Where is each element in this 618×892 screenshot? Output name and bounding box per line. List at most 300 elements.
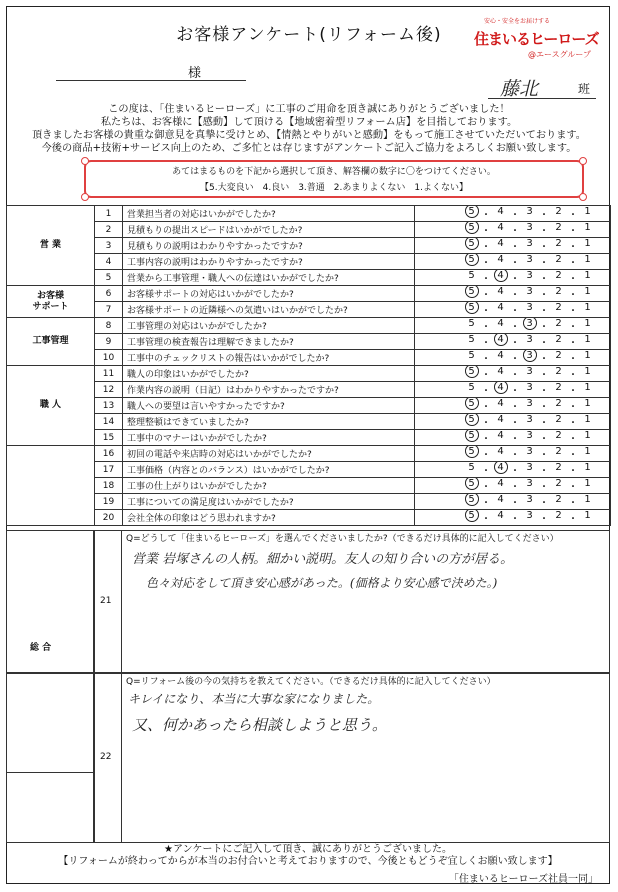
question-text: 見積もりの説明はわかりやすかったですか? xyxy=(123,238,415,254)
rating-separator: ・ xyxy=(481,498,491,509)
rating-option[interactable]: 2 xyxy=(555,478,562,489)
logo-sub: @エースグループ xyxy=(528,50,591,59)
rating-separator: ・ xyxy=(510,306,520,317)
question-text: 会社全体の印象はどう思われますか? xyxy=(123,510,415,526)
rating-separator: ・ xyxy=(510,274,520,285)
rating-cell xyxy=(415,334,611,350)
rating-cell xyxy=(415,430,611,446)
rating-option[interactable]: 5 xyxy=(468,318,475,329)
rating-cell xyxy=(415,350,611,366)
rating-option-selected[interactable]: 5 xyxy=(463,414,480,429)
rating-option[interactable]: 3 xyxy=(526,462,533,473)
rating-option[interactable]: 4 xyxy=(497,238,504,249)
rating-option-selected[interactable]: 5 xyxy=(463,398,480,413)
rating-option[interactable]: 1 xyxy=(584,238,591,249)
question-number: 10 xyxy=(95,350,123,366)
rating-option[interactable]: 3 xyxy=(526,334,533,345)
rating-option[interactable]: 4 xyxy=(497,446,504,457)
question-prompt: Q=リフォーム後の今の気持ちを教えてください。（できるだけ具体的に記入してください） xyxy=(126,677,496,687)
rating-separator: ・ xyxy=(481,514,491,525)
rating-option-selected[interactable]: 5 xyxy=(463,238,480,253)
table-row xyxy=(7,334,611,350)
table-row xyxy=(7,270,611,286)
rating-option[interactable]: 2 xyxy=(555,254,562,265)
rating-separator: ・ xyxy=(539,418,549,429)
rating-cell xyxy=(415,446,611,462)
question-text: 見積もりの提出スピードはいかがでしたか? xyxy=(123,222,415,238)
rating-option[interactable]: 3 xyxy=(526,206,533,217)
rating-option-selected[interactable]: 5 xyxy=(463,446,480,461)
intro-line: 頂きましたお客様の貴重な御意見を真摯に受けとめ、【情熱とやりがいと感動】をもって施工させていただいております。 xyxy=(32,130,586,141)
question-text: 工事価格（内容とのバランス）はいかがでしたか? xyxy=(123,462,415,478)
question-text: お客様サポートの近隣様への気遣いはいかがでしたか? xyxy=(123,302,415,318)
rating-option[interactable]: 2 xyxy=(555,222,562,233)
rating-option[interactable]: 4 xyxy=(497,494,504,505)
question-prompt: Q=どうして「住まいるヒーローズ」を選んでくださいましたか?（できるだけ具体的に記入してください） xyxy=(126,534,559,544)
rating-option[interactable]: 3 xyxy=(526,494,533,505)
category-label: 総 合 xyxy=(30,643,52,653)
rating-separator: ・ xyxy=(481,482,491,493)
rating-option[interactable]: 2 xyxy=(555,286,562,297)
logo-name: 住まいるヒーローズ xyxy=(474,30,599,48)
rating-separator: ・ xyxy=(510,210,520,221)
rating-option[interactable]: 1 xyxy=(584,302,591,313)
rating-cell xyxy=(415,366,611,382)
table-row xyxy=(7,510,611,526)
rating-separator: ・ xyxy=(539,402,549,413)
rating-option[interactable]: 1 xyxy=(584,222,591,233)
corner-dot xyxy=(81,157,89,165)
rating-separator: ・ xyxy=(510,370,520,381)
rating-separator: ・ xyxy=(510,226,520,237)
rating-separator: ・ xyxy=(539,354,549,365)
rating-separator: ・ xyxy=(568,210,578,221)
rating-separator: ・ xyxy=(539,306,549,317)
rating-option[interactable]: 1 xyxy=(584,382,591,393)
rating-separator: ・ xyxy=(539,274,549,285)
rating-option[interactable]: 2 xyxy=(555,318,562,329)
question-text: 工事管理の検査報告は理解できましたか? xyxy=(123,334,415,350)
team-signature: 藤北 xyxy=(500,78,539,100)
rating-separator: ・ xyxy=(510,450,520,461)
table-row xyxy=(7,462,611,478)
intro-line: 私たちは、お客様に【感動】して頂ける【地域密着型リフォーム店】を目指しております。 xyxy=(100,117,518,128)
intro-line: この度は、「住まいるヒーローズ」に工事のご用命を頂き誠にありがとうございました！ xyxy=(108,104,510,115)
team-line xyxy=(488,98,596,99)
category-cell: お客様 サポート xyxy=(7,286,95,318)
rating-separator: ・ xyxy=(481,210,491,221)
rating-option[interactable]: 4 xyxy=(497,302,504,313)
question-number: 6 xyxy=(95,286,123,302)
rating-separator: ・ xyxy=(481,370,491,381)
rating-cell xyxy=(415,206,611,222)
table-row xyxy=(7,350,611,366)
rating-option[interactable]: 3 xyxy=(526,286,533,297)
question-text: 工事の仕上がりはいかがでしたか? xyxy=(123,478,415,494)
rating-cell xyxy=(415,462,611,478)
rating-option-selected[interactable]: 5 xyxy=(463,254,480,269)
rating-option[interactable]: 1 xyxy=(584,446,591,457)
team-label: 班 xyxy=(578,82,591,96)
table-row xyxy=(7,318,611,334)
rating-separator: ・ xyxy=(481,434,491,445)
rating-option[interactable]: 1 xyxy=(584,462,591,473)
rating-option[interactable]: 4 xyxy=(497,366,504,377)
rating-separator: ・ xyxy=(539,434,549,445)
rating-separator: ・ xyxy=(481,322,491,333)
table-row xyxy=(7,446,611,462)
rating-option[interactable]: 4 xyxy=(497,318,504,329)
rating-option[interactable]: 1 xyxy=(584,334,591,345)
rating-separator: ・ xyxy=(481,402,491,413)
rating-option[interactable]: 3 xyxy=(526,382,533,393)
rating-separator: ・ xyxy=(568,354,578,365)
table-row xyxy=(7,254,611,270)
table-row xyxy=(7,398,611,414)
rating-option[interactable]: 4 xyxy=(497,350,504,361)
rating-cell xyxy=(415,494,611,510)
rating-separator: ・ xyxy=(510,290,520,301)
rating-option[interactable]: 4 xyxy=(497,430,504,441)
rating-option-selected[interactable]: 4 xyxy=(492,334,509,349)
rating-option-selected[interactable]: 5 xyxy=(463,366,480,381)
rating-separator: ・ xyxy=(568,274,578,285)
table-row xyxy=(7,302,611,318)
rating-separator: ・ xyxy=(539,498,549,509)
table-row xyxy=(7,478,611,494)
question-number: 3 xyxy=(95,238,123,254)
rating-separator: ・ xyxy=(568,370,578,381)
rating-option-selected[interactable]: 5 xyxy=(463,494,480,509)
question-text: 整理整頓はできていましたか? xyxy=(123,414,415,430)
rating-option[interactable]: 3 xyxy=(526,222,533,233)
question-number: 7 xyxy=(95,302,123,318)
rating-option[interactable]: 2 xyxy=(555,270,562,281)
corner-dot xyxy=(81,193,89,201)
rating-option[interactable]: 5 xyxy=(468,462,475,473)
rating-option-selected[interactable]: 5 xyxy=(463,478,480,493)
customer-honorific: 様 xyxy=(188,66,202,81)
rating-option[interactable]: 2 xyxy=(555,414,562,425)
rating-separator: ・ xyxy=(539,242,549,253)
rating-separator: ・ xyxy=(510,258,520,269)
rating-option[interactable]: 1 xyxy=(584,366,591,377)
rating-option[interactable]: 3 xyxy=(526,430,533,441)
question-text: 工事内容の説明はわかりやすかったですか? xyxy=(123,254,415,270)
rating-option[interactable]: 1 xyxy=(584,206,591,217)
rating-option[interactable]: 3 xyxy=(526,254,533,265)
rating-option-selected[interactable]: 5 xyxy=(463,430,480,445)
question-number: 21 xyxy=(100,596,112,606)
rating-separator: ・ xyxy=(481,354,491,365)
rating-option[interactable]: 5 xyxy=(468,334,475,345)
question-text: 職人の印象はいかがでしたか? xyxy=(123,366,415,382)
table-row xyxy=(7,206,611,222)
rating-separator: ・ xyxy=(481,418,491,429)
rating-separator: ・ xyxy=(539,322,549,333)
rating-separator: ・ xyxy=(568,466,578,477)
handwritten-answer: 色々対応をして頂き安心感があった。(価格より安心感で決めた。) xyxy=(146,576,498,590)
rating-separator: ・ xyxy=(539,466,549,477)
rating-option[interactable]: 1 xyxy=(584,318,591,329)
rating-option[interactable]: 2 xyxy=(555,494,562,505)
rating-separator: ・ xyxy=(481,258,491,269)
rating-option-selected[interactable]: 5 xyxy=(463,510,480,525)
rating-option-selected[interactable]: 5 xyxy=(463,206,480,221)
rating-option[interactable]: 3 xyxy=(526,366,533,377)
rating-option-selected[interactable]: 3 xyxy=(521,350,538,365)
question-number: 16 xyxy=(95,446,123,462)
question-text: 初回の電話や来店時の対応はいかがでしたか? xyxy=(123,446,415,462)
table-row xyxy=(7,286,611,302)
rating-separator: ・ xyxy=(539,290,549,301)
rating-option[interactable]: 2 xyxy=(555,366,562,377)
customer-name-line xyxy=(56,80,246,81)
question-number: 19 xyxy=(95,494,123,510)
question-number: 8 xyxy=(95,318,123,334)
rating-option[interactable]: 2 xyxy=(555,462,562,473)
rating-separator: ・ xyxy=(539,210,549,221)
rating-separator: ・ xyxy=(568,322,578,333)
rating-separator: ・ xyxy=(568,498,578,509)
rating-option[interactable]: 1 xyxy=(584,398,591,409)
rating-option[interactable]: 1 xyxy=(584,510,591,521)
rating-option[interactable]: 4 xyxy=(497,286,504,297)
rating-option[interactable]: 4 xyxy=(497,222,504,233)
rating-separator: ・ xyxy=(510,466,520,477)
table-row xyxy=(7,382,611,398)
rating-separator: ・ xyxy=(568,482,578,493)
rating-option[interactable]: 3 xyxy=(526,510,533,521)
rating-cell xyxy=(415,238,611,254)
rating-separator: ・ xyxy=(539,514,549,525)
rating-separator: ・ xyxy=(481,274,491,285)
rating-option[interactable]: 2 xyxy=(555,510,562,521)
rating-option-selected[interactable]: 3 xyxy=(521,318,538,333)
rating-option[interactable]: 1 xyxy=(584,350,591,361)
rating-cell xyxy=(415,478,611,494)
question-text: 営業から工事管理・職人への伝達はいかがでしたか? xyxy=(123,270,415,286)
rating-separator: ・ xyxy=(510,322,520,333)
question-text: 工事についての満足度はいかがでしたか? xyxy=(123,494,415,510)
question-text: 作業内容の説明（日記）はわかりやすかったですか? xyxy=(123,382,415,398)
rating-option-selected[interactable]: 4 xyxy=(492,382,509,397)
rating-separator: ・ xyxy=(568,338,578,349)
rating-separator: ・ xyxy=(568,418,578,429)
rating-separator: ・ xyxy=(568,402,578,413)
intro-text xyxy=(10,103,608,155)
rating-separator: ・ xyxy=(481,450,491,461)
rating-option[interactable]: 3 xyxy=(526,270,533,281)
rating-option[interactable]: 4 xyxy=(497,510,504,521)
table-row xyxy=(7,414,611,430)
rating-option[interactable]: 3 xyxy=(526,414,533,425)
rating-separator: ・ xyxy=(510,514,520,525)
rating-cell xyxy=(415,318,611,334)
rating-option[interactable]: 2 xyxy=(555,350,562,361)
rating-option[interactable]: 4 xyxy=(497,254,504,265)
rating-separator: ・ xyxy=(510,402,520,413)
rating-option[interactable]: 4 xyxy=(497,206,504,217)
rating-option[interactable]: 4 xyxy=(497,478,504,489)
footer-signature: 「住まいるヒーローズ社員一同」 xyxy=(448,874,598,885)
table-row xyxy=(7,222,611,238)
question-number: 18 xyxy=(95,478,123,494)
question-text: 工事中のマナーはいかがでしたか? xyxy=(123,430,415,446)
question-text: 工事管理の対応はいかがでしたか? xyxy=(123,318,415,334)
rating-separator: ・ xyxy=(510,498,520,509)
rating-separator: ・ xyxy=(481,338,491,349)
rating-separator: ・ xyxy=(539,258,549,269)
question-number: 22 xyxy=(100,752,112,762)
question-text: 営業担当者の対応はいかがでしたか? xyxy=(123,206,415,222)
rating-option[interactable]: 5 xyxy=(468,270,475,281)
rating-table xyxy=(6,205,611,526)
rating-separator: ・ xyxy=(481,306,491,317)
logo-tagline: 安心・安全をお届けする xyxy=(484,18,551,25)
rating-separator: ・ xyxy=(568,242,578,253)
question-number: 9 xyxy=(95,334,123,350)
table-row xyxy=(7,430,611,446)
rating-separator: ・ xyxy=(568,290,578,301)
corner-dot xyxy=(579,157,587,165)
rating-option[interactable]: 2 xyxy=(555,430,562,441)
rating-option[interactable]: 1 xyxy=(584,478,591,489)
table-row xyxy=(7,494,611,510)
question-number: 13 xyxy=(95,398,123,414)
rating-option-selected[interactable]: 5 xyxy=(463,302,480,317)
rating-option-selected[interactable]: 5 xyxy=(463,286,480,301)
question-text: 職人への要望は言いやすかったですか? xyxy=(123,398,415,414)
rating-separator: ・ xyxy=(539,338,549,349)
rating-option[interactable]: 1 xyxy=(584,286,591,297)
rating-option[interactable]: 3 xyxy=(526,478,533,489)
rating-cell xyxy=(415,254,611,270)
rating-cell xyxy=(415,382,611,398)
rating-separator: ・ xyxy=(568,434,578,445)
rating-option[interactable]: 1 xyxy=(584,430,591,441)
rating-separator: ・ xyxy=(510,482,520,493)
rating-option[interactable]: 5 xyxy=(468,350,475,361)
instructions-box xyxy=(84,160,584,198)
rating-option[interactable]: 3 xyxy=(526,446,533,457)
rating-separator: ・ xyxy=(510,434,520,445)
instructions-line: あてはまるものを下記から選択して頂き、解答欄の数字に〇をつけてください。 xyxy=(172,167,496,177)
question-number: 15 xyxy=(95,430,123,446)
rating-separator: ・ xyxy=(481,226,491,237)
rating-option-selected[interactable]: 4 xyxy=(492,270,509,285)
rating-cell xyxy=(415,414,611,430)
rating-option[interactable]: 5 xyxy=(468,382,475,393)
rating-cell xyxy=(415,286,611,302)
rating-option[interactable]: 1 xyxy=(584,270,591,281)
rating-option[interactable]: 2 xyxy=(555,238,562,249)
rating-option[interactable]: 2 xyxy=(555,206,562,217)
footer-message: 【リフォームが終わってからが本当のお付合いと考えておりますので、今後ともどうぞ宜しくお願い致します】 xyxy=(58,856,558,867)
rating-option[interactable]: 2 xyxy=(555,302,562,313)
question-number: 12 xyxy=(95,382,123,398)
rating-cell xyxy=(415,398,611,414)
rating-separator: ・ xyxy=(568,450,578,461)
rating-separator: ・ xyxy=(539,482,549,493)
rating-option[interactable]: 2 xyxy=(555,334,562,345)
rating-separator: ・ xyxy=(510,242,520,253)
rating-option-selected[interactable]: 4 xyxy=(492,462,509,477)
question-number: 5 xyxy=(95,270,123,286)
question-number: 14 xyxy=(95,414,123,430)
rating-separator: ・ xyxy=(510,386,520,397)
handwritten-answer: キレイになり、本当に大事な家になりました。 xyxy=(128,692,380,706)
rating-separator: ・ xyxy=(481,466,491,477)
intro-line: 今後の商品+技術+サービス向上のため、ご多忙とは存じますがアンケートご記入ご協力をよろしくお願い致します。 xyxy=(41,143,577,154)
footer xyxy=(6,844,610,868)
rating-option[interactable]: 3 xyxy=(526,398,533,409)
corner-dot xyxy=(579,193,587,201)
rating-option-selected[interactable]: 5 xyxy=(463,222,480,237)
category-cell: 職 人 xyxy=(7,366,95,446)
rating-option[interactable]: 2 xyxy=(555,382,562,393)
question-number: 4 xyxy=(95,254,123,270)
rating-cell xyxy=(415,302,611,318)
rating-separator: ・ xyxy=(510,418,520,429)
table-row xyxy=(7,238,611,254)
question-number: 2 xyxy=(95,222,123,238)
rating-separator: ・ xyxy=(539,370,549,381)
rating-option[interactable]: 1 xyxy=(584,254,591,265)
rating-option[interactable]: 1 xyxy=(584,414,591,425)
question-number: 11 xyxy=(95,366,123,382)
category-cell xyxy=(6,673,94,843)
rating-separator: ・ xyxy=(568,514,578,525)
rating-separator: ・ xyxy=(481,242,491,253)
category-cell: 工事管理 xyxy=(7,318,95,366)
company-logo xyxy=(470,14,602,62)
rating-cell xyxy=(415,510,611,526)
rating-separator: ・ xyxy=(539,226,549,237)
rating-separator: ・ xyxy=(510,354,520,365)
rating-separator: ・ xyxy=(481,290,491,301)
rating-separator: ・ xyxy=(568,386,578,397)
rating-option[interactable]: 2 xyxy=(555,398,562,409)
rating-separator: ・ xyxy=(568,258,578,269)
rating-option[interactable]: 4 xyxy=(497,398,504,409)
category-cell xyxy=(7,446,95,526)
rating-option[interactable]: 2 xyxy=(555,446,562,457)
question-number: 17 xyxy=(95,462,123,478)
handwritten-answer: 営業 岩塚さんの人柄。細かい説明。友人の知り合いの方が居る。 xyxy=(132,552,514,567)
rating-separator: ・ xyxy=(539,450,549,461)
instructions-scale: 【5.大変良い 4.良い 3.普通 2.あまりよくない 1.よくない】 xyxy=(200,183,468,193)
rating-option[interactable]: 3 xyxy=(526,238,533,249)
question-number: 1 xyxy=(95,206,123,222)
rating-separator: ・ xyxy=(568,226,578,237)
question-number: 20 xyxy=(95,510,123,526)
rating-option[interactable]: 3 xyxy=(526,302,533,313)
rating-separator: ・ xyxy=(481,386,491,397)
page-title: お客様アンケート(リフォーム後) xyxy=(176,25,442,45)
rating-cell xyxy=(415,222,611,238)
question-text: 工事中のチェックリストの報告はいかがでしたか? xyxy=(123,350,415,366)
rating-option[interactable]: 1 xyxy=(584,494,591,505)
question-text: お客様サポートの対応はいかがでしたか? xyxy=(123,286,415,302)
handwritten-answer: 又、何かあったら相談しようと思う。 xyxy=(132,716,387,734)
footer-thanks: ★アンケートにご記入して頂き、誠にありがとうございました。 xyxy=(164,844,452,855)
rating-separator: ・ xyxy=(510,338,520,349)
rating-option[interactable]: 4 xyxy=(497,414,504,425)
category-cell: 営 業 xyxy=(7,206,95,286)
rating-separator: ・ xyxy=(539,386,549,397)
rating-cell xyxy=(415,270,611,286)
